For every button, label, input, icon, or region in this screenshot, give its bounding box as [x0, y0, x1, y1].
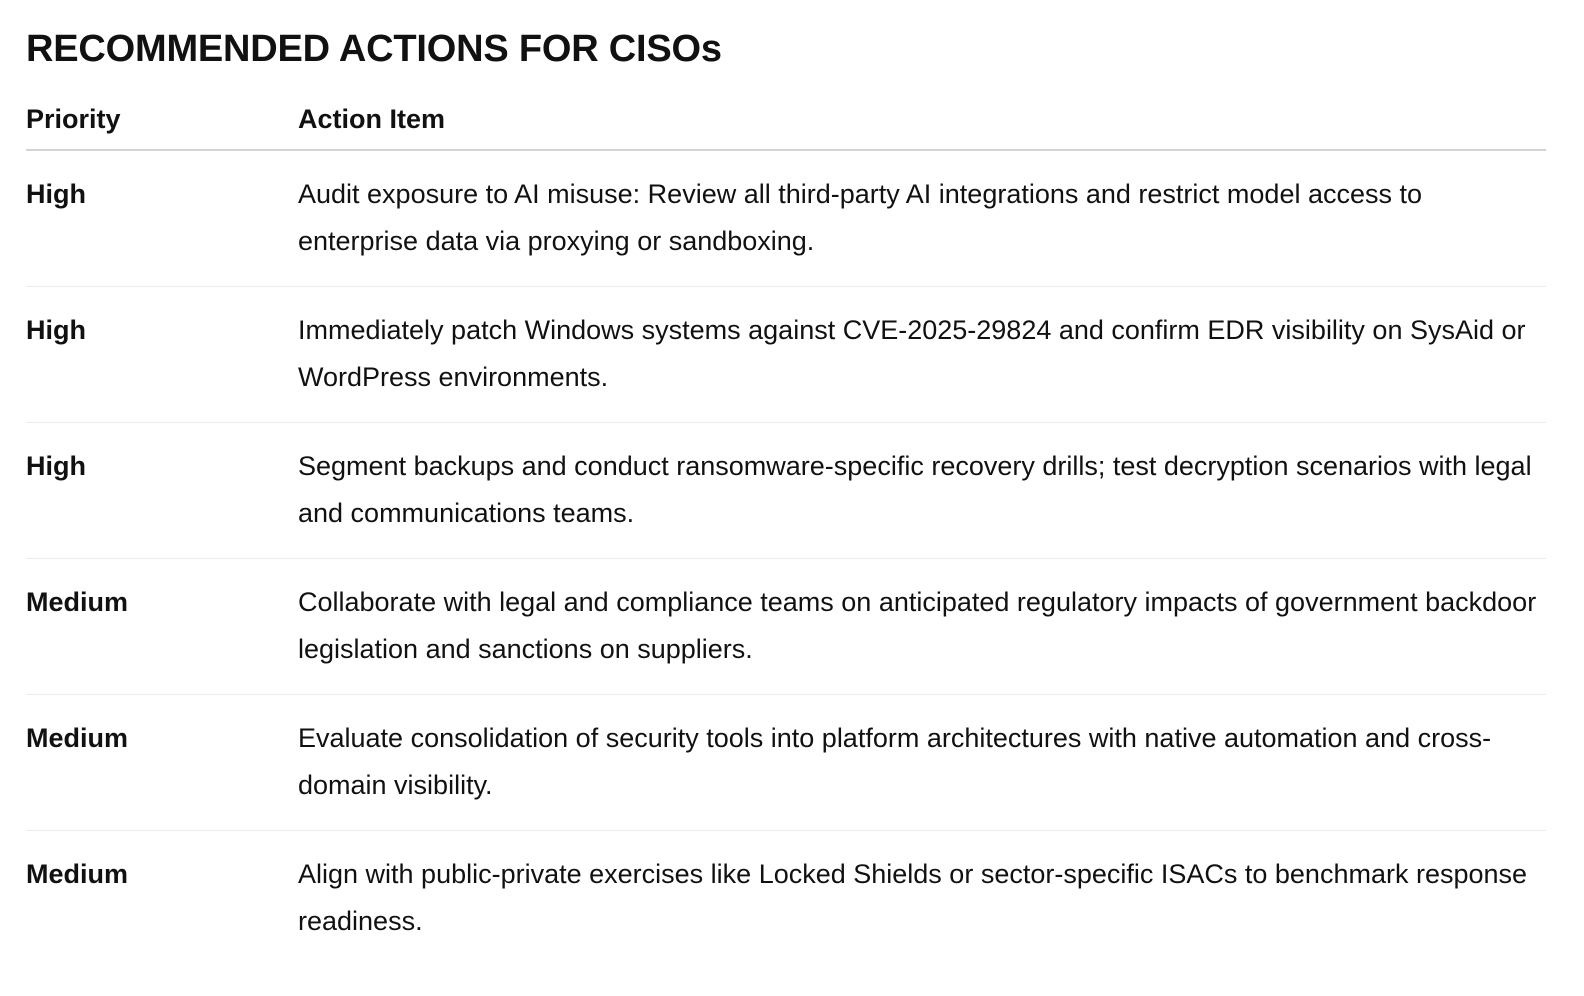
priority-cell: High [26, 423, 298, 559]
action-item-cell: Segment backups and conduct ransomware-specific recovery drills; test decryption scenarios with legal and communications teams. [298, 423, 1546, 559]
priority-cell: Medium [26, 695, 298, 831]
table-row [26, 831, 1546, 967]
action-item-cell: Immediately patch Windows systems against CVE-2025-29824 and confirm EDR visibility on SysAid or WordPress environments. [298, 287, 1546, 423]
priority-cell: Medium [26, 859, 129, 889]
page-title: RECOMMENDED ACTIONS FOR CISOs [26, 28, 722, 70]
priority-cell: Medium [26, 559, 298, 695]
table-row [26, 287, 1546, 423]
table-row [26, 695, 1546, 831]
action-item-cell: Collaborate with legal and compliance teams on anticipated regulatory impacts of government backdoor legislation and sanctions on suppliers. [298, 559, 1546, 695]
table-body [26, 150, 1546, 966]
action-item-cell: Evaluate consolidation of security tools into platform architectures with native automation and cross-domain visibility. [298, 695, 1546, 831]
table-row [26, 559, 1546, 695]
column-header-priority: Priority [26, 103, 298, 150]
table-header [26, 103, 1546, 150]
priority-cell: High [26, 287, 298, 423]
table-row [26, 423, 1546, 559]
recommended-actions-table [26, 103, 1546, 966]
table-header-row [26, 103, 1546, 150]
action-item-cell: Audit exposure to AI misuse: Review all third-party AI integrations and restrict model access to enterprise data via proxying or sandboxing. [298, 150, 1546, 287]
column-header-action-item: Action Item [298, 103, 1546, 150]
table-row [26, 150, 1546, 287]
priority-cell: High [26, 150, 298, 287]
action-item-cell: Align with public-private exercises like Locked Shields or sector-specific ISACs to benchmark response readiness. [298, 859, 1528, 936]
